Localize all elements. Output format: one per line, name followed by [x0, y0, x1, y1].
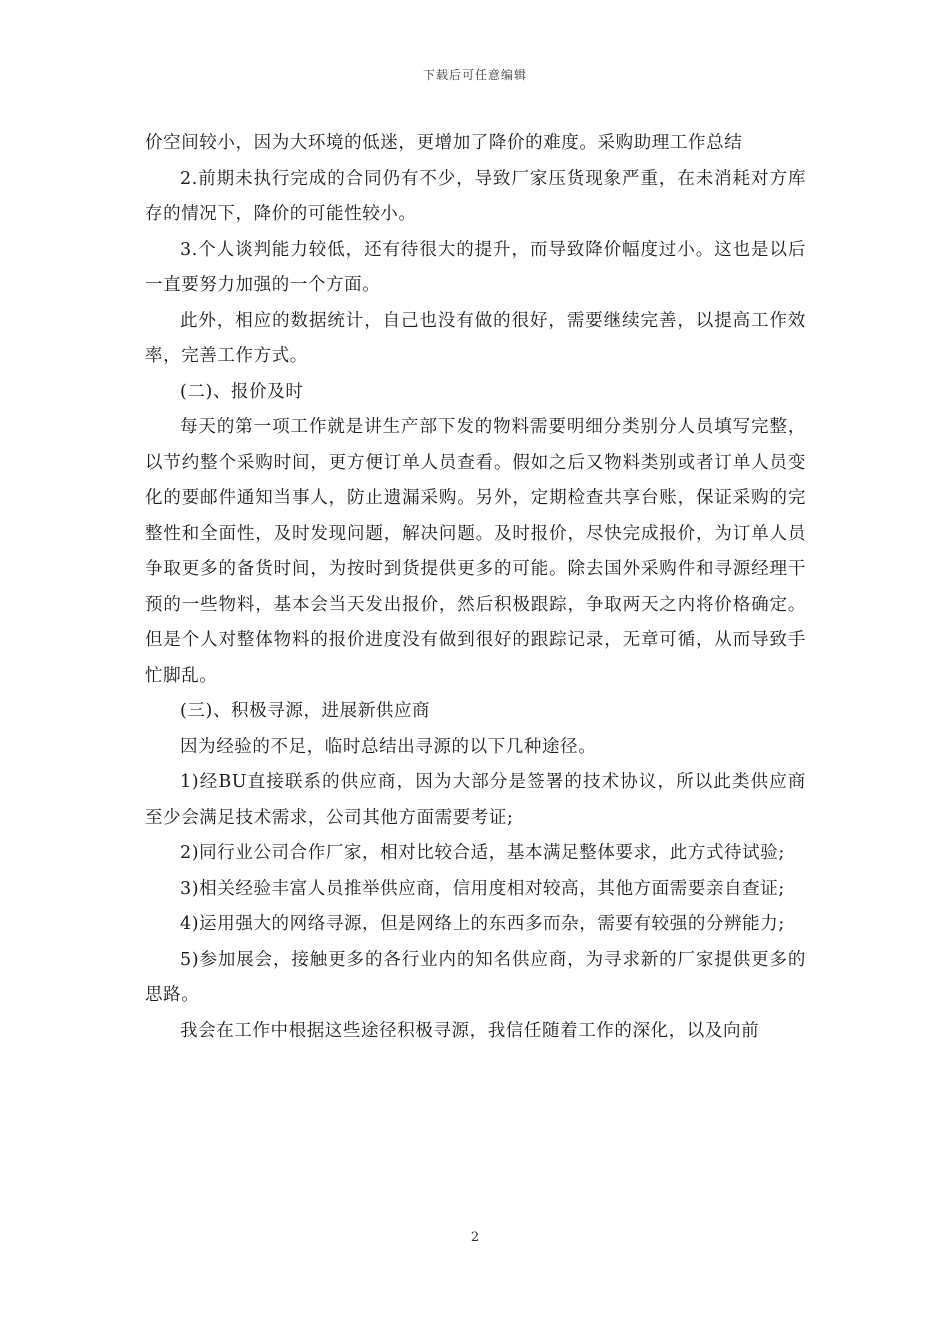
page-number: 2 — [470, 1230, 480, 1245]
list-item: 2)同行业公司合作厂家，相对比较合适，基本满足整体要求，此方式待试验; — [180, 843, 785, 863]
paragraph: 2.前期未执行完成的合同仍有不少，导致厂家压货现象严重，在未消耗对方库存的情况下，降价的可能性较小。 — [145, 168, 806, 224]
paragraph: 此外，相应的数据统计，自己也没有做的很好，需要继续完善，以提高工作效率，完善工作方式。 — [145, 310, 806, 366]
list-item: 4)运用强大的网络寻源，但是网络上的东西多而杂，需要有较强的分辨能力; — [180, 914, 785, 934]
list-item: 1)经BU直接联系的供应商，因为大部分是签署的技术协议，所以此类供应商至少会满足技术需求，公司其他方面需要考证; — [145, 772, 806, 828]
list-item: 5)参加展会，接触更多的各行业内的知名供应商，为寻求新的厂家提供更多的思路。 — [145, 949, 806, 1005]
page-header: 下载后可任意编辑 — [422, 68, 527, 82]
list-item: 3)相关经验丰富人员推举供应商，信用度相对较高，其他方面需要亲自查证; — [180, 878, 785, 899]
section-heading: (二)、报价及时 — [180, 381, 304, 402]
paragraph: 我会在工作中根据这些途径积极寻源，我信任随着工作的深化，以及向前 — [180, 1020, 760, 1041]
paragraph: 价空间较小，因为大环境的低迷，更增加了降价的难度。采购助理工作总结 — [145, 133, 743, 153]
paragraph: 因为经验的不足，临时总结出寻源的以下几种途径。 — [180, 736, 597, 757]
document-body — [145, 126, 806, 1049]
paragraph: 每天的第一项工作就是讲生产部下发的物料需要明细分类别分人员填写完整，以节约整个采购时间，更方便订单人员查看。假如之后又物料类别或者订单人员变化的要邮件通知当事人，防止遗漏采购。另外，定期检查共享台账，保证采购的完整性和全面性，及时发现问题，解决问题。及时报价，尽快完成报价，为订单人员争取更多的备货时间，为按时到货提供更多的可能。除去国外采购件和寻源经理干预的一些物料，基本会当天发出报价，然后积极跟踪，争取两天之内将价格确定。但是个人对整体物料的报价进度没有做到很好的跟踪记录，无章可循，从而导致手忙脚乱。 — [145, 417, 806, 686]
paragraph: 3.个人谈判能力较低，还有待很大的提升，而导致降价幅度过小。这也是以后一直要努力加强的一个方面。 — [145, 239, 806, 295]
section-heading: (三)、积极寻源，进展新供应商 — [180, 701, 431, 721]
